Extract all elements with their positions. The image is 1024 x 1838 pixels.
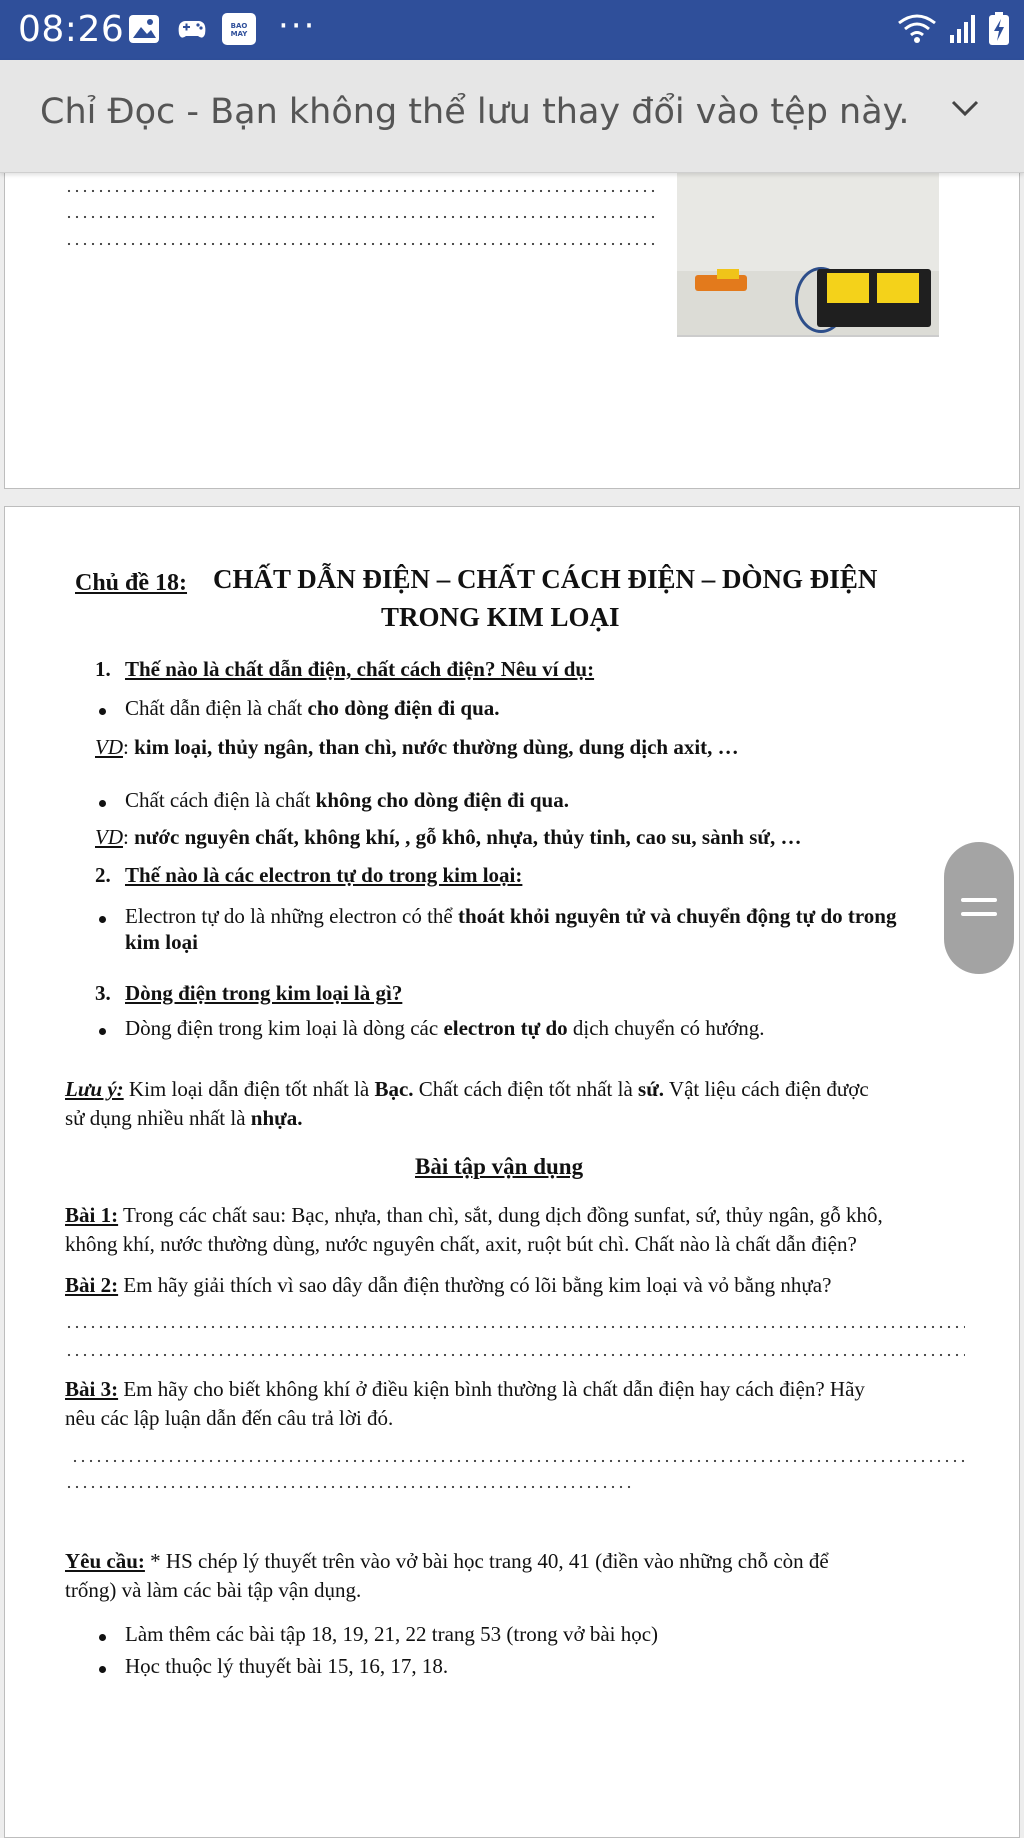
list-item-continuation: kim loại (125, 930, 198, 954)
answer-line (65, 189, 655, 193)
note-paragraph-line2: sử dụng nhiều nhất là nhựa. (65, 1106, 303, 1130)
bullet (99, 708, 106, 715)
exercise-1-line2: không khí, nước thường dùng, nước nguyên chất, axit, ruột bút chì. Chất nào là chất dẫn điện? (65, 1232, 857, 1256)
list-item: Chất cách điện là chất không cho dòng điện đi qua. (125, 788, 569, 812)
list-item: Dòng điện trong kim loại là dòng các electron tự do dịch chuyển có hướng. (125, 1016, 765, 1040)
page-title: CHẤT DẪN ĐIỆN – CHẤT CÁCH ĐIỆN – DÒNG ĐIỆN (213, 564, 878, 594)
read-only-banner[interactable] (0, 60, 1024, 173)
question-number: 3. (95, 981, 111, 1005)
grip-line (961, 912, 997, 916)
image-icon (128, 14, 160, 44)
answer-line (65, 1325, 965, 1329)
exercise-1: Bài 1: Trong các chất sau: Bạc, nhựa, than chì, sắt, dung dịch đồng sunfat, sứ, thủy ngân, gỗ khô, (65, 1203, 883, 1227)
bao-may-app-icon: BAO MAY (222, 13, 256, 45)
bullet (99, 1666, 106, 1673)
list-item: Học thuộc lý thuyết bài 15, 16, 17, 18. (125, 1654, 449, 1678)
battery-charging-icon (988, 12, 1010, 46)
question-3: Dòng điện trong kim loại là gì? (125, 981, 403, 1005)
answer-line (65, 242, 655, 246)
clock: 08:26 (18, 9, 125, 50)
document-page-2 (4, 506, 1020, 1838)
wifi-icon (896, 13, 938, 45)
answer-line (65, 1353, 965, 1357)
read-only-message: Chỉ Đọc - Bạn không thể lưu thay đổi vào tệp này. (40, 92, 910, 132)
bullet (99, 1634, 106, 1641)
question-1: Thế nào là chất dẫn điện, chất cách điện? Nêu ví dụ: (125, 657, 595, 681)
list-item: Electron tự do là những electron có thể thoát khỏi nguyên tử và chuyển động tự do trong (125, 904, 897, 928)
status-bar (0, 0, 1024, 60)
bullet (99, 916, 106, 923)
answer-line (65, 215, 655, 219)
chevron-down-icon[interactable] (950, 98, 980, 118)
answer-line (65, 1485, 635, 1489)
example-1: VD: kim loại, thủy ngân, than chì, nước thường dùng, dung dịch axit, … (95, 735, 739, 759)
exercise-3: Bài 3: Em hãy cho biết không khí ở điều kiện bình thường là chất dẫn điện hay cách điện? Hãy (65, 1377, 865, 1401)
requirements: Yêu cầu: * HS chép lý thuyết trên vào vở bài học trang 40, 41 (điền vào những chỗ còn để (65, 1549, 829, 1573)
question-number: 2. (95, 863, 111, 887)
bullet (99, 800, 106, 807)
exercise-2: Bài 2: Em hãy giải thích vì sao dây dẫn điện thường có lõi bằng kim loại và vỏ bằng nhựa? (65, 1273, 832, 1297)
scroll-handle[interactable] (944, 842, 1014, 974)
requirements-line2: trống) và làm các bài tập vận dụng. (65, 1578, 362, 1602)
more-notifications-icon: ··· (278, 6, 317, 46)
topic-label: Chủ đề 18: (75, 570, 188, 596)
bullet (99, 1028, 106, 1035)
question-2: Thế nào là các electron tự do trong kim loại: (125, 863, 523, 887)
grip-line (961, 898, 997, 902)
game-controller-icon (175, 14, 209, 44)
note-paragraph: Lưu ý: Kim loại dẫn điện tốt nhất là Bạc. Chất cách điện tốt nhất là sứ. Vật liệu cách điện được (65, 1077, 869, 1101)
list-item: Làm thêm các bài tập 18, 19, 21, 22 trang 53 (trong vở bài học) (125, 1622, 659, 1646)
example-2: VD: nước nguyên chất, không khí, , gỗ khô, nhựa, thủy tinh, cao su, sành sứ, … (95, 825, 802, 849)
answer-line (71, 1459, 965, 1463)
document-body (5, 507, 1019, 1837)
exercise-3-line2: nêu các lập luận dẫn đến câu trả lời đó. (65, 1406, 394, 1430)
page-title-line2: TRONG KIM LOẠI (381, 602, 620, 632)
exercise-heading: Bài tập vận dụng (415, 1154, 584, 1179)
question-number: 1. (95, 657, 111, 681)
circuit-photo (677, 171, 939, 337)
signal-icon (948, 13, 978, 45)
list-item: Chất dẫn điện là chất cho dòng điện đi qua. (125, 696, 500, 720)
